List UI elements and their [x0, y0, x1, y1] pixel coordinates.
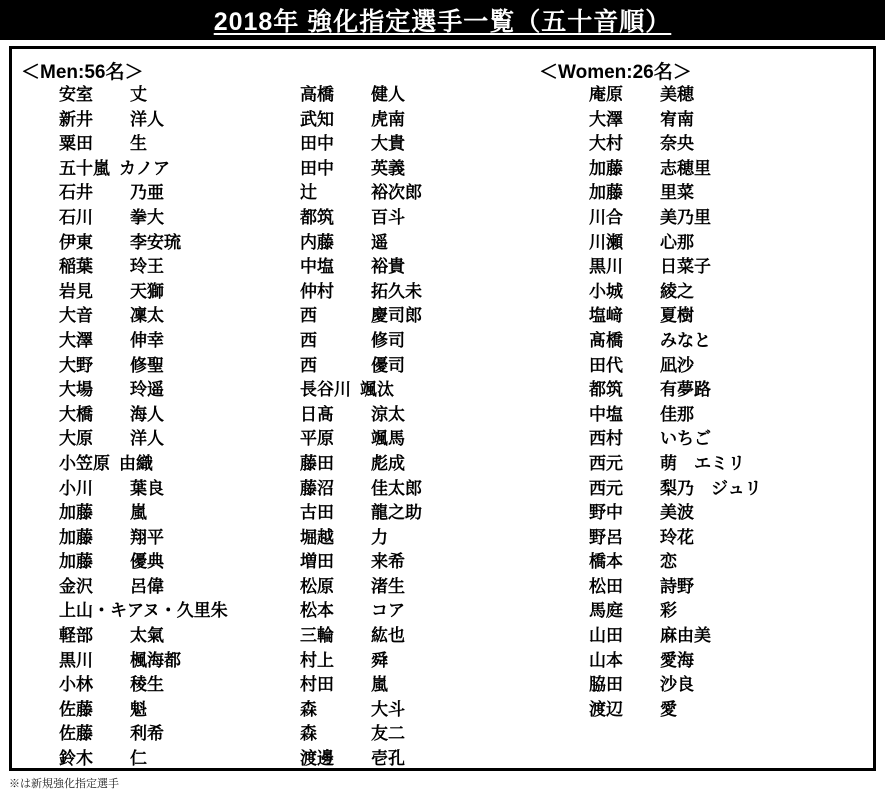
surname: 森	[300, 724, 317, 744]
list-item	[59, 206, 300, 231]
list-item	[300, 108, 538, 133]
list-item	[59, 698, 300, 723]
list-item	[59, 304, 300, 329]
given-name: 虎南	[371, 109, 405, 129]
surname: 加藤	[589, 183, 623, 203]
list-item	[59, 649, 300, 674]
surname: 高橋	[300, 85, 334, 104]
title-bar	[0, 0, 885, 40]
list-item	[589, 649, 873, 674]
list-item	[589, 280, 873, 305]
list-item	[589, 206, 873, 231]
list-item	[300, 354, 538, 379]
given-name: 李安琉	[130, 232, 181, 252]
given-name: 健人	[371, 85, 405, 104]
given-name: 嵐	[371, 675, 388, 695]
given-name: 颯汰	[360, 380, 394, 400]
list-item	[59, 181, 300, 206]
list-item	[589, 550, 873, 575]
surname: 西元	[589, 453, 623, 473]
list-item	[300, 255, 538, 280]
list-item	[300, 698, 538, 723]
list-item	[59, 526, 300, 551]
surname: 古田	[300, 503, 334, 523]
surname: 橋本	[589, 552, 623, 572]
list-item	[589, 452, 873, 477]
surname: 金沢	[59, 576, 93, 596]
roster-box	[9, 46, 876, 771]
given-name: 呂偉	[130, 576, 164, 596]
given-name: 生	[130, 134, 147, 154]
given-name: 美穂	[660, 85, 694, 104]
surname: 小城	[589, 281, 623, 301]
given-name: 萌 エミリ	[660, 453, 745, 473]
surname: 三輪	[300, 626, 334, 646]
surname: 西村	[589, 429, 623, 449]
list-item	[589, 599, 873, 624]
given-name: 仁	[130, 749, 147, 769]
surname: 田中	[300, 134, 334, 154]
surname: 大原	[59, 429, 93, 449]
surname: 大村	[589, 134, 623, 154]
surname: 塩﨑	[589, 306, 623, 326]
given-name: 修聖	[130, 355, 164, 375]
surname: 都筑	[300, 207, 334, 227]
list-item	[589, 378, 873, 403]
footnote: ※は新規強化指定選手	[9, 778, 119, 790]
surname: 安室	[59, 85, 93, 104]
list-item	[300, 427, 538, 452]
list-item	[589, 624, 873, 649]
given-name: 太氣	[130, 626, 164, 646]
given-name: 有夢路	[660, 380, 711, 400]
surname: 野中	[589, 503, 623, 523]
surname: 田代	[589, 355, 623, 375]
surname: 長谷川	[300, 380, 351, 400]
surname: 村田	[300, 675, 334, 695]
list-item	[589, 255, 873, 280]
given-name: 遥	[371, 232, 388, 252]
list-item	[589, 181, 873, 206]
given-name: 拳大	[130, 207, 164, 227]
given-name: 龍之助	[371, 503, 422, 523]
list-item	[589, 231, 873, 256]
list-item	[59, 427, 300, 452]
given-name: 夏樹	[660, 306, 694, 326]
list-item	[59, 280, 300, 305]
list-item	[59, 747, 300, 772]
given-name: 玲王	[130, 257, 164, 277]
list-item	[589, 304, 873, 329]
surname: 鈴木	[59, 749, 93, 769]
surname: 大野	[59, 355, 93, 375]
surname: 小笠原	[59, 453, 110, 473]
surname: 松原	[300, 576, 334, 596]
given-name: 心那	[660, 232, 694, 252]
given-name: 里菜	[660, 183, 694, 203]
given-name: 美波	[660, 503, 694, 523]
list-item	[589, 427, 873, 452]
list-item	[300, 501, 538, 526]
given-name: 凜太	[130, 306, 164, 326]
list-item	[589, 108, 873, 133]
given-name: 颯馬	[371, 429, 405, 449]
given-name: 裕貴	[371, 257, 405, 277]
list-item	[300, 477, 538, 502]
list-item	[300, 280, 538, 305]
surname: 佐藤	[59, 724, 93, 744]
given-name: 愛	[660, 699, 677, 719]
surname: 軽部	[59, 626, 93, 646]
given-name: 楓海都	[130, 650, 181, 670]
given-name: 志穂里	[660, 158, 711, 178]
list-item	[300, 83, 538, 108]
given-name: カノア	[119, 158, 170, 178]
surname: 伊東	[59, 232, 93, 252]
given-name: 愛海	[660, 650, 694, 670]
list-item	[300, 673, 538, 698]
list-item	[300, 452, 538, 477]
list-item	[59, 477, 300, 502]
surname: 黒川	[589, 257, 623, 277]
given-name: 舜	[371, 650, 388, 670]
surname: 西	[300, 355, 317, 375]
surname: 内藤	[300, 232, 334, 252]
surname: 平原	[300, 429, 334, 449]
surname: 西元	[589, 478, 623, 498]
surname: 西	[300, 306, 317, 326]
surname: 脇田	[589, 675, 623, 695]
list-item	[589, 83, 873, 108]
given-name: 綾之	[660, 281, 694, 301]
list-item	[589, 403, 873, 428]
list-item	[300, 231, 538, 256]
given-name: 海人	[130, 404, 164, 424]
list-item	[300, 206, 538, 231]
given-name: 丈	[130, 85, 147, 104]
list-item	[589, 477, 873, 502]
list-item	[589, 673, 873, 698]
list-item	[589, 575, 873, 600]
given-name: 恋	[660, 552, 677, 572]
surname: 日髙	[300, 404, 334, 424]
list-item	[589, 354, 873, 379]
list-item	[300, 329, 538, 354]
page-title: 2018年 強化指定選手一覧（五十音順）	[213, 8, 672, 36]
list-item	[589, 132, 873, 157]
given-name: 力	[371, 527, 388, 547]
given-name: 友二	[371, 724, 405, 744]
list-item	[589, 157, 873, 182]
surname: 小林	[59, 675, 93, 695]
given-name: みなと	[660, 330, 711, 350]
heading-men: ＜Men:56名＞	[21, 62, 144, 83]
surname: 小川	[59, 478, 93, 498]
surname: 加藤	[59, 527, 93, 547]
surname: 山田	[589, 626, 623, 646]
given-name: 乃亜	[130, 183, 164, 203]
list-item	[300, 403, 538, 428]
given-name: 慶司郎	[371, 306, 422, 326]
list-item	[59, 722, 300, 747]
given-name: 修司	[371, 330, 405, 350]
surname: 村上	[300, 650, 334, 670]
given-name: 涼太	[371, 404, 405, 424]
given-name: コア	[371, 601, 405, 621]
list-item	[59, 378, 300, 403]
given-name: 彪成	[371, 453, 405, 473]
list-item	[300, 181, 538, 206]
list-item	[59, 83, 300, 108]
surname: 川合	[589, 207, 623, 227]
surname: 川瀬	[589, 232, 623, 252]
list-item	[589, 526, 873, 551]
given-name: 凪沙	[660, 355, 694, 375]
given-name: 奈央	[660, 134, 694, 154]
list-item	[300, 526, 538, 551]
surname: 馬庭	[589, 601, 623, 621]
list-item	[300, 550, 538, 575]
given-name: 由織	[119, 453, 153, 473]
given-name: 来希	[371, 552, 405, 572]
list-item	[59, 354, 300, 379]
surname: 加藤	[589, 158, 623, 178]
given-name: 拓久未	[371, 281, 422, 301]
surname: 松本	[300, 601, 334, 621]
list-item	[59, 329, 300, 354]
given-name: 優司	[371, 355, 405, 375]
list-item	[300, 575, 538, 600]
surname: 大澤	[59, 330, 93, 350]
surname: 武知	[300, 109, 334, 129]
surname: 加藤	[59, 552, 93, 572]
heading-women: ＜Women:26名＞	[539, 62, 692, 83]
given-name: 梨乃 ジュリ	[660, 478, 762, 498]
roster-columns	[12, 83, 873, 772]
surname: 髙橋	[589, 330, 623, 350]
surname: 岩見	[59, 281, 93, 301]
given-name: 日菜子	[660, 257, 711, 277]
given-name: 玲遥	[130, 380, 164, 400]
surname: 野呂	[589, 527, 623, 547]
list-item	[59, 231, 300, 256]
list-item	[59, 599, 300, 624]
surname: 田中	[300, 158, 334, 178]
given-name: 沙良	[660, 675, 694, 695]
given-name: 美乃里	[660, 207, 711, 227]
list-item	[59, 403, 300, 428]
surname: 辻	[300, 183, 317, 203]
given-name: 百斗	[371, 207, 405, 227]
list-item	[300, 304, 538, 329]
given-name: 魁	[130, 699, 147, 719]
list-item	[59, 157, 300, 182]
surname: 大場	[59, 380, 93, 400]
list-item	[59, 108, 300, 133]
surname: 堀越	[300, 527, 334, 547]
list-item	[300, 747, 538, 772]
given-name: 大斗	[371, 699, 405, 719]
surname: 藤沼	[300, 478, 334, 498]
given-name: 宥南	[660, 109, 694, 129]
list-item	[59, 624, 300, 649]
given-name: 稜生	[130, 675, 164, 695]
given-name: 洋人	[130, 109, 164, 129]
surname: 山本	[589, 650, 623, 670]
men-column-2	[300, 83, 538, 772]
list-item	[300, 378, 538, 403]
surname: 森	[300, 699, 317, 719]
surname: 五十嵐	[59, 158, 110, 178]
given-name: 天獅	[130, 281, 164, 301]
surname: 大澤	[589, 109, 623, 129]
list-item	[59, 452, 300, 477]
surname: 大音	[59, 306, 93, 326]
given-name: 渚生	[371, 576, 405, 596]
surname: 中塩	[589, 404, 623, 424]
given-name: 玲花	[660, 527, 694, 547]
given-name: 彩	[660, 601, 677, 621]
list-item	[589, 501, 873, 526]
surname: 黒川	[59, 650, 93, 670]
list-item	[300, 599, 538, 624]
given-name: 佳太郎	[371, 478, 422, 498]
given-name: 佳那	[660, 404, 694, 424]
section-headings	[12, 49, 873, 83]
given-name: いちご	[660, 429, 711, 449]
given-name	[228, 599, 237, 624]
surname: 石川	[59, 207, 93, 227]
given-name: 伸幸	[130, 330, 164, 350]
surname: 加藤	[59, 503, 93, 523]
surname: 松田	[589, 576, 623, 596]
surname: 粟田	[59, 134, 93, 154]
surname: 都筑	[589, 380, 623, 400]
surname: 仲村	[300, 281, 334, 301]
list-item	[300, 624, 538, 649]
list-item	[59, 132, 300, 157]
given-name: 壱孔	[371, 749, 405, 769]
list-item	[300, 722, 538, 747]
surname: 大橋	[59, 404, 93, 424]
given-name: 優典	[130, 552, 164, 572]
list-item	[59, 575, 300, 600]
surname: 増田	[300, 552, 334, 572]
list-item	[300, 649, 538, 674]
surname: 庵原	[589, 85, 623, 104]
given-name: 詩野	[660, 576, 694, 596]
given-name: 翔平	[130, 527, 164, 547]
surname: 藤田	[300, 453, 334, 473]
given-name: 葉良	[130, 478, 164, 498]
list-item	[300, 132, 538, 157]
list-item	[589, 698, 873, 723]
given-name: 嵐	[130, 503, 147, 523]
given-name: 英義	[371, 158, 405, 178]
surname: 渡辺	[589, 699, 623, 719]
surname: 稲葉	[59, 257, 93, 277]
women-column	[538, 83, 873, 772]
list-item	[59, 550, 300, 575]
men-column-1	[12, 83, 300, 772]
given-name: 洋人	[130, 429, 164, 449]
list-item	[59, 501, 300, 526]
surname: 西	[300, 330, 317, 350]
given-name: 利希	[130, 724, 164, 744]
surname: 新井	[59, 109, 93, 129]
surname: 渡邊	[300, 749, 334, 769]
given-name: 裕次郎	[371, 183, 422, 203]
given-name: 麻由美	[660, 626, 711, 646]
list-item	[59, 673, 300, 698]
list-item	[589, 329, 873, 354]
surname: 佐藤	[59, 699, 93, 719]
list-item	[59, 255, 300, 280]
surname: 上山・キアヌ・久里朱	[59, 601, 228, 621]
given-name: 大貴	[371, 134, 405, 154]
given-name: 紘也	[371, 626, 405, 646]
list-item	[300, 157, 538, 182]
surname: 中塩	[300, 257, 334, 277]
surname: 石井	[59, 183, 93, 203]
